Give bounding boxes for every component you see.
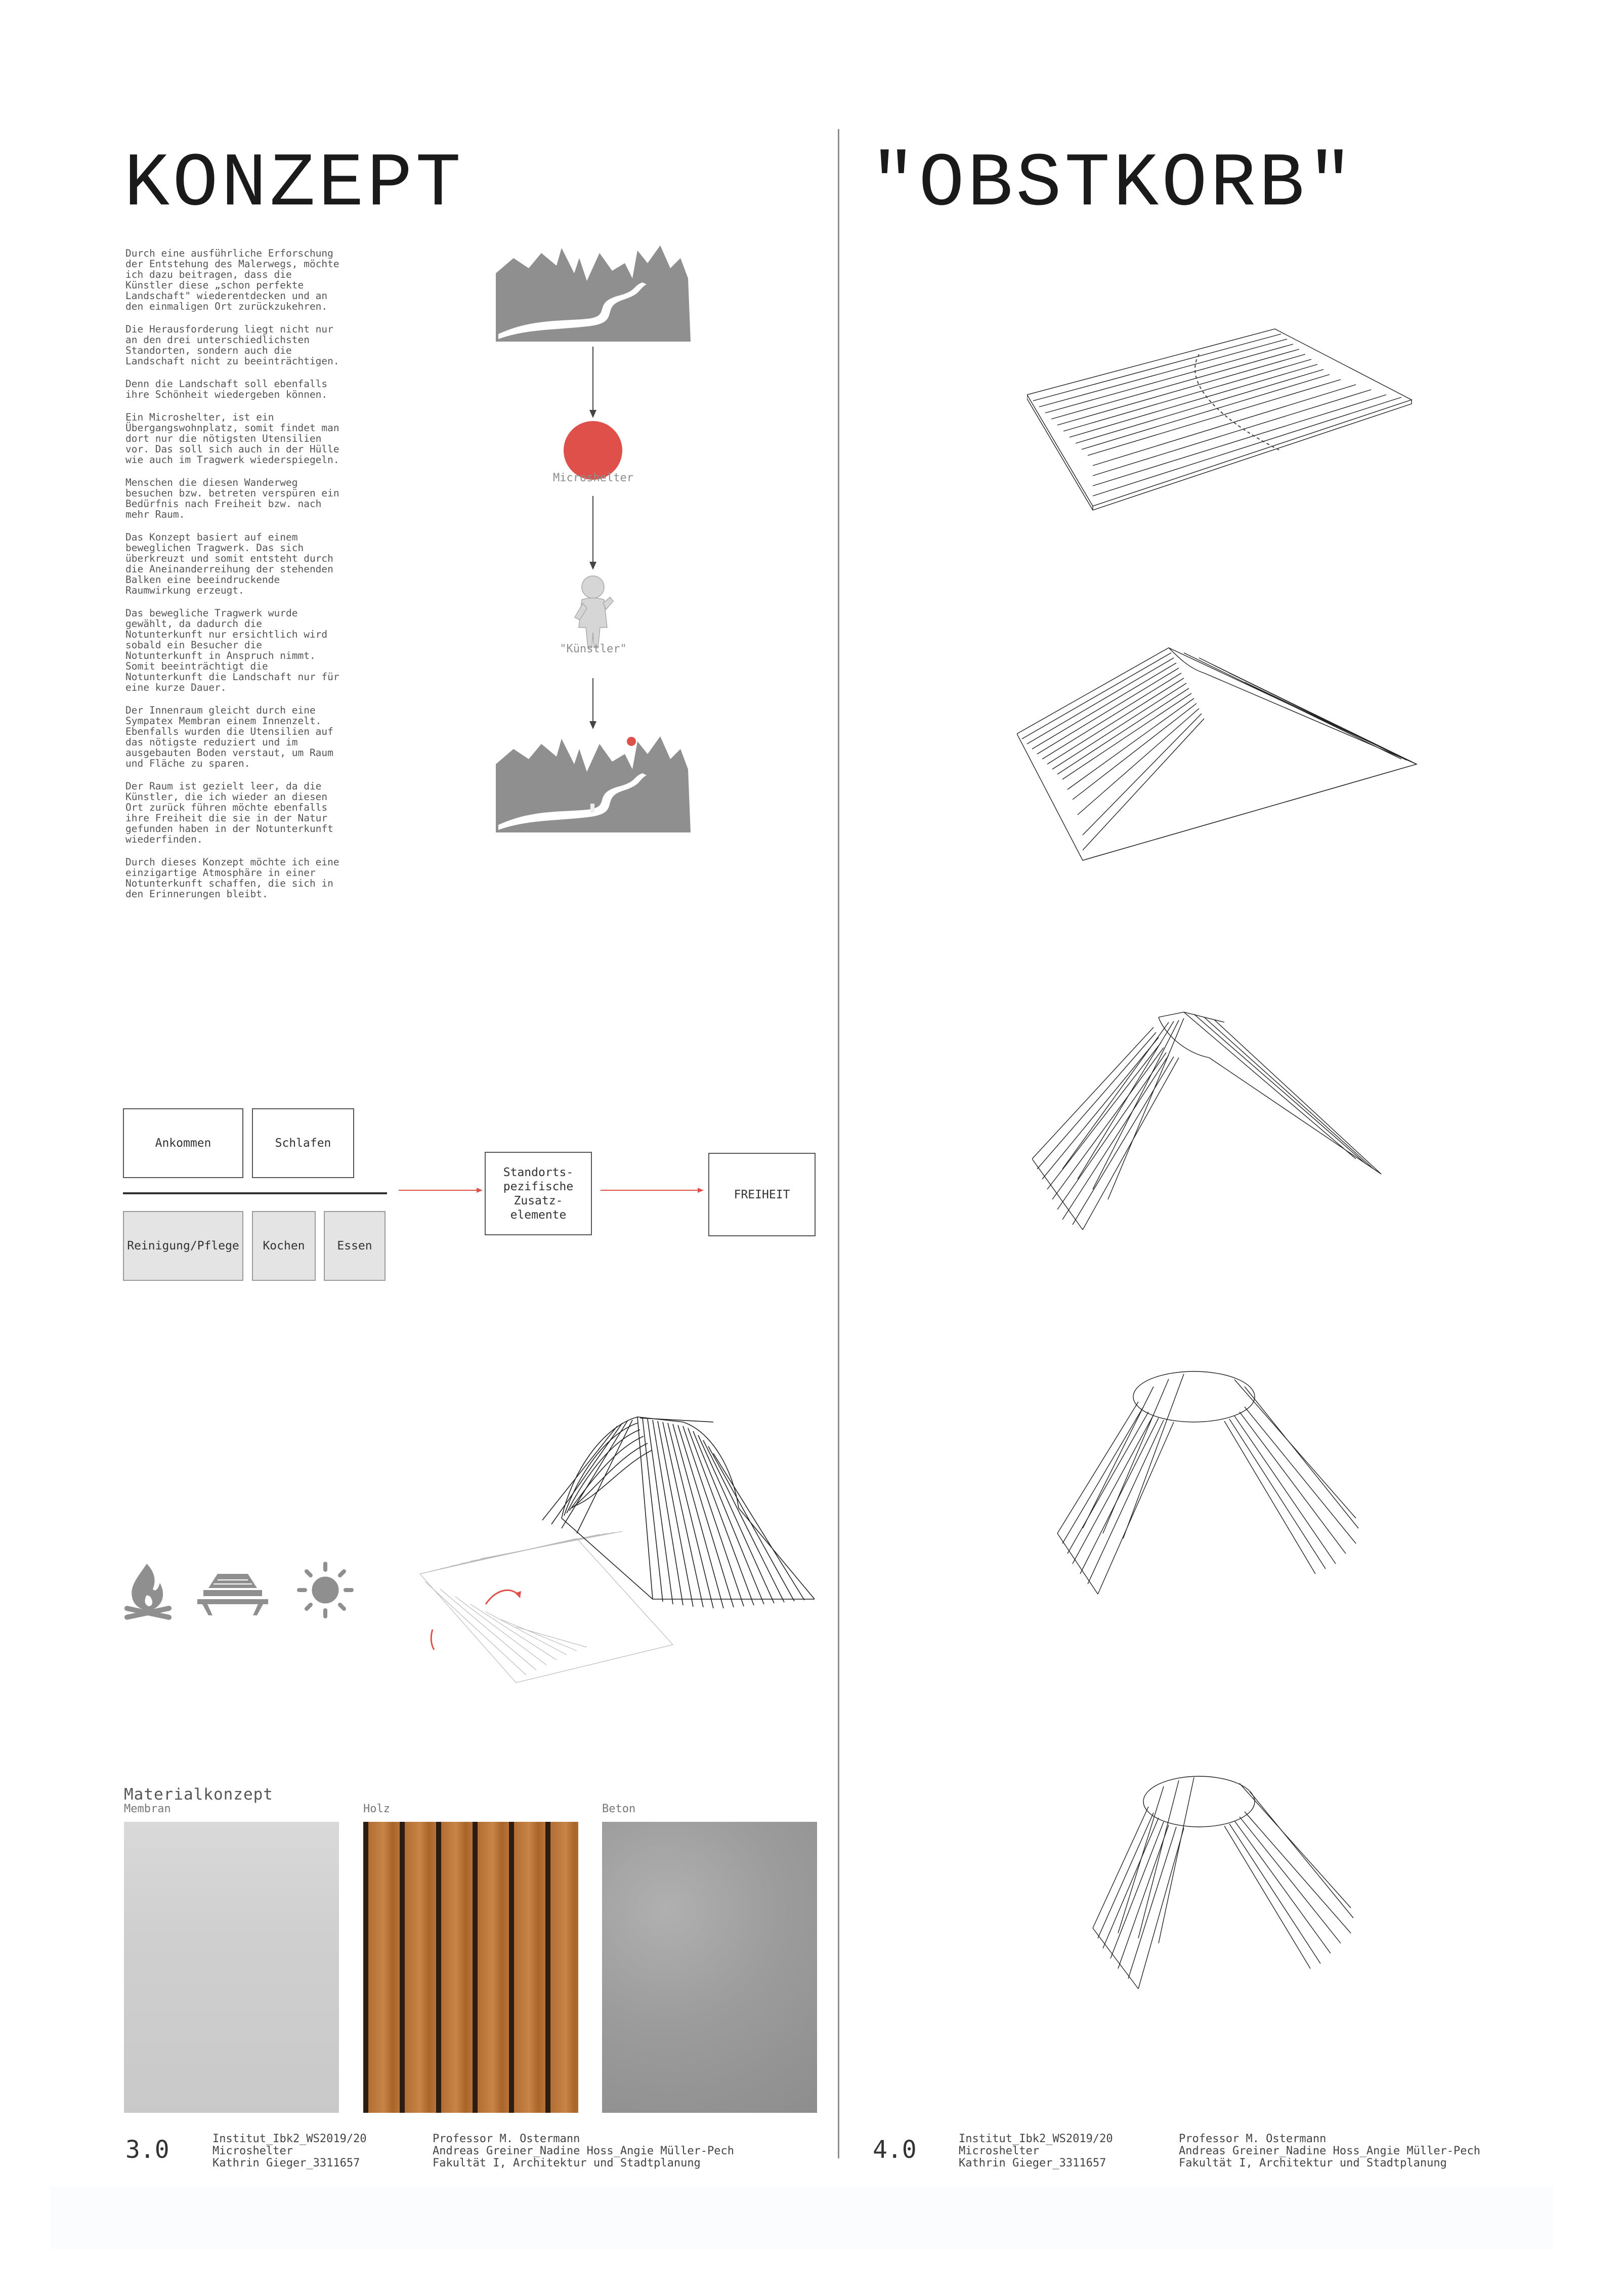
concept-paragraph: Durch eine ausführliche Erforschung der Entstehung des Malerwegs, möchte ich dazu beitragen, dass die Künstler diese „schon perfekte Landschaft" wiederentdecken und an den einmaligen Ort zurückzukehren.: [125, 247, 346, 312]
structure-ghost-plates: [420, 1531, 673, 1683]
concept-paragraph: Menschen die diesen Wanderweg besuchen bzw. betreten verspüren ein Bedürfnis nach Freiheit bzw. nach mehr Raum.: [125, 477, 346, 520]
concept-paragraph: Die Herausforderung liegt nicht nur an den drei unterschiedlichsten Standorten, sondern auch die Landschaft nicht zu beeinträchtigen.: [125, 323, 339, 367]
page-divider: [838, 129, 839, 2158]
material-swatch-membran: [124, 1822, 339, 2113]
footer-right-col1: Institut_Ibk2_WS2019/20 Microshelter Kathrin Gieger_3311657: [959, 2133, 1113, 2169]
page-title-obstkorb: "OBSTKORB": [870, 142, 1356, 228]
campfire-icon: [124, 1564, 172, 1620]
program-box-schlafen: Schlafen: [252, 1108, 354, 1178]
landscape-icon-bottom: [496, 736, 691, 832]
material-title: Materialkonzept: [124, 1785, 273, 1804]
concept-flow-diagram: [486, 243, 698, 840]
table-bench-icon: [197, 1574, 268, 1615]
material-swatch-holz: [363, 1822, 578, 2113]
flow-label-kuenstler: "Künstler": [560, 643, 627, 655]
page-title-konzept: KONZEPT: [124, 142, 464, 228]
concept-paragraph: Das Konzept basiert auf einem beweglichen Tragwerk. Das sich überkreuzt und somit entsteht durch die Aneinanderreihung der stehenden Balken eine beeindruckende Raumwirkung erzeugt.: [125, 531, 339, 596]
obstkorb-stage-1-flat: [1027, 319, 1422, 516]
landscape-icon-top: [496, 245, 691, 342]
obstkorb-stage-5: [1088, 1766, 1361, 1999]
concept-paragraph: Der Innenraum gleicht durch eine Sympatex Membran einem Innenzelt. Ebenfalls wurden die Utensilien auf das nötigste reduziert und im ausgebauten Boden verstaut, um Raum und Fläche zu sparen.: [125, 704, 339, 769]
concept-paragraph: Das bewegliche Tragwerk wurde gewählt, da dadurch die Notunterkunft nur ersichtlich wird sobald ein Besucher die Notunterkunft in Anspruch nimmt. Somit beeinträchtigt die Notunterkunft die Landschaft nur für eine kurze Dauer.: [125, 607, 346, 693]
material-label-membran: Membran: [124, 1803, 171, 1815]
obstkorb-stage-3: [1032, 1007, 1386, 1235]
concept-paragraph: Der Raum ist gezielt leer, da die Künstler, die ich wieder an diesen Ort zurück führen möchte ebenfalls ihre Freiheit die sie in der Natur gefunden haben in der Notunterkunft wiederfinden.: [125, 780, 339, 845]
program-box-kochen: Kochen: [252, 1211, 316, 1281]
program-box-freiheit: FREIHEIT: [708, 1153, 816, 1236]
program-arrow-1: [390, 1179, 491, 1199]
movement-arrow-icon: [486, 1590, 519, 1604]
program-arrow-2: [594, 1179, 711, 1199]
program-box-ankommen: Ankommen: [123, 1108, 243, 1178]
concept-paragraph: Ein Microshelter, ist ein Übergangswohnplatz, somit findet man dort nur die nötigsten Utensilien vor. Das soll sich auch in der Hülle wie auch im Tragwerk wiederspiegeln.: [125, 411, 346, 466]
program-box-essen: Essen: [324, 1211, 386, 1281]
page-number-left: 3.0: [125, 2136, 169, 2164]
amenity-icons: [121, 1559, 359, 1624]
program-box-zusatzelemente: Standorts- pezifische Zusatz- elemente: [485, 1152, 592, 1235]
footer-left-col1: Institut_Ibk2_WS2019/20 Microshelter Kathrin Gieger_3311657: [212, 2133, 367, 2169]
concept-paragraph: Denn die Landschaft soll ebenfalls ihre Schönheit wiedergeben können.: [125, 378, 333, 400]
kuenstler-figure-icon: [575, 576, 613, 648]
concept-paragraph: Durch dieses Konzept möchte ich eine einzigartige Atmosphäre in einer Notunterkunft schaffen, die sich in den Erinnerungen bleibt.: [125, 856, 346, 900]
microshelter-circle-icon: [564, 421, 622, 480]
material-label-beton: Beton: [602, 1803, 636, 1815]
program-box-reinigung: Reinigung/Pflege: [123, 1211, 243, 1281]
material-label-holz: Holz: [363, 1803, 390, 1815]
structure-beams: [542, 1417, 815, 1608]
page-number-right: 4.0: [873, 2136, 917, 2164]
footer-band: [51, 2186, 1553, 2249]
obstkorb-stage-4: [1052, 1361, 1366, 1604]
footer-left-col2: Professor M. Ostermann Andreas Greiner_Nadine Hoss_Angie Müller-Pech Fakultät I, Architektur und Stadtplanung: [433, 2133, 735, 2169]
material-swatch-beton: [602, 1822, 817, 2113]
flow-label-microshelter: Microshelter: [553, 472, 633, 484]
footer-right-col2: Professor M. Ostermann Andreas Greiner_Nadine Hoss_Angie Müller-Pech Fakultät I, Architektur und Stadtplanung: [1179, 2133, 1481, 2169]
structure-axonometric-left: [410, 1407, 825, 1710]
program-divider-line: [123, 1192, 387, 1194]
concept-text: [125, 247, 346, 911]
sun-icon: [299, 1564, 352, 1616]
obstkorb-stage-2: [1017, 638, 1422, 870]
